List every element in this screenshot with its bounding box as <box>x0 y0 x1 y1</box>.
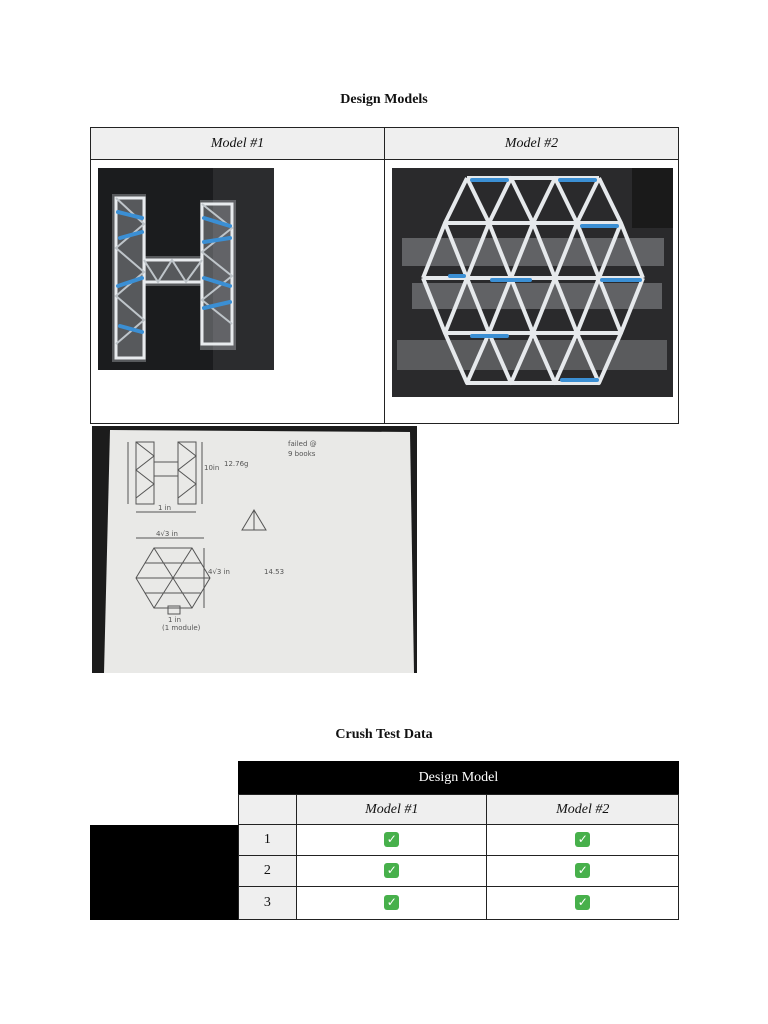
crush-model-1-header: Model #1 <box>297 795 487 825</box>
sketch-note-hex-width: 4√3 in <box>156 530 178 538</box>
sketch-note-height: 10in <box>204 464 220 472</box>
sketch-note-width: 1 in <box>158 504 172 512</box>
crush-test-table <box>90 761 679 920</box>
sketch-note-mass: 12.76g <box>224 460 249 468</box>
check-mark-icon: ✓ <box>575 895 590 910</box>
sketch-note-books: 9 books <box>288 450 316 458</box>
model-1-photo <box>98 168 274 370</box>
design-models-title: Design Models <box>340 92 428 107</box>
design-models-table <box>90 127 679 424</box>
table-row <box>90 825 679 856</box>
row-group-label <box>90 825 238 920</box>
crush-model-2-header: Model #2 <box>487 795 679 825</box>
blank-corner-bottom <box>90 795 238 825</box>
trial-header-empty <box>238 795 296 825</box>
check-mark-icon: ✓ <box>575 832 590 847</box>
sketch-note-failed: failed @ <box>288 440 317 448</box>
model-1-header: Model #1 <box>91 128 385 160</box>
check-mark-icon: ✓ <box>384 895 399 910</box>
trial-number: 2 <box>238 856 296 887</box>
model-2-cell <box>385 160 679 424</box>
design-model-header: Design Model <box>238 761 678 795</box>
sketch-photo <box>92 426 417 673</box>
sketch-note-value: 14.53 <box>264 568 285 576</box>
model-1-cell <box>91 160 385 424</box>
trial-number: 1 <box>238 825 296 856</box>
blank-corner-top <box>90 761 238 795</box>
trial-number: 3 <box>238 887 296 920</box>
crush-test-title: Crush Test Data <box>335 727 433 742</box>
sketch-note-module: 1 in <box>168 616 182 624</box>
model-2-photo <box>392 168 673 397</box>
check-mark-icon: ✓ <box>384 832 399 847</box>
check-mark-icon: ✓ <box>384 863 399 878</box>
check-mark-icon: ✓ <box>575 863 590 878</box>
sketch-note-module-label: (1 module) <box>162 624 201 632</box>
model-2-header: Model #2 <box>385 128 679 160</box>
sketch-note-hex-height: 4√3 in <box>208 568 230 576</box>
